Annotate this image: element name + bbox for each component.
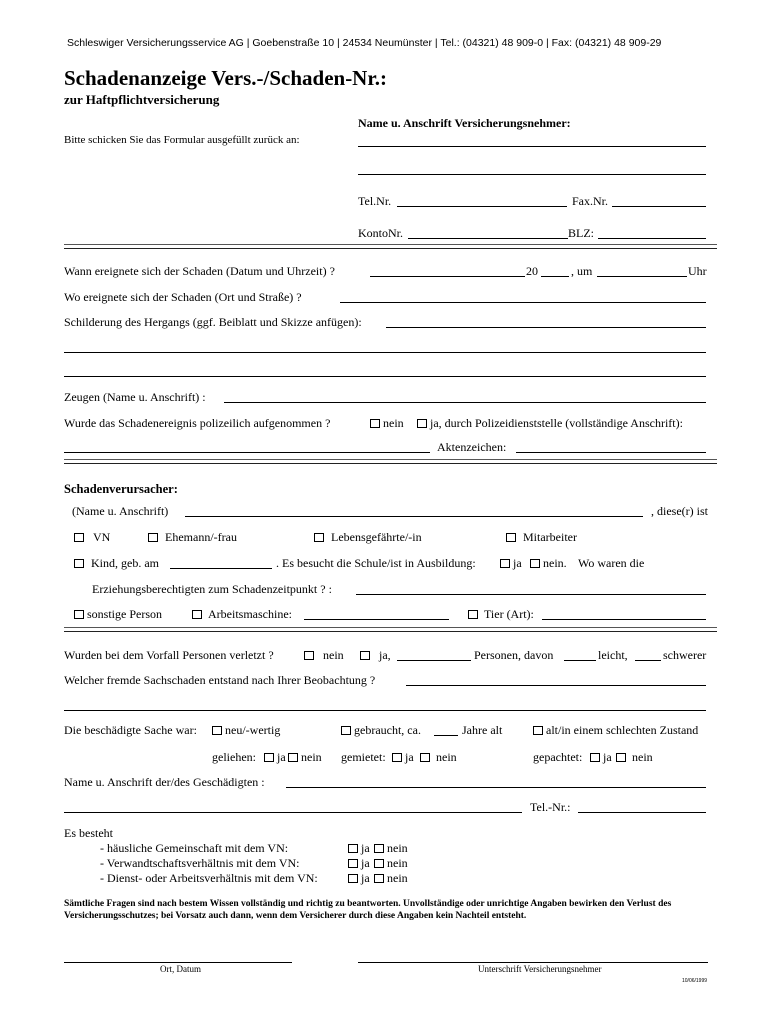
description-field-2[interactable] <box>64 352 706 353</box>
relations-heading: Es besteht <box>64 826 113 840</box>
school-label: . Es besucht die Schule/ist in Ausbildung: <box>276 556 476 570</box>
leased-label: gepachtet: <box>533 750 583 764</box>
file-number-field[interactable] <box>516 452 706 453</box>
causer-heading: Schadenverursacher: <box>64 482 178 496</box>
injured-tel-label: Tel.-Nr.: <box>530 800 571 814</box>
place-date-field[interactable] <box>64 962 292 963</box>
school-yes-option[interactable]: ja <box>500 556 522 571</box>
kinship-no-checkbox[interactable] <box>374 859 384 868</box>
persons-label: Personen, davon <box>474 648 554 662</box>
form-subtitle: zur Haftpflichtversicherung <box>64 92 220 107</box>
property-damage-field-1[interactable] <box>406 685 706 686</box>
guardians-label: Wo waren die <box>578 556 645 570</box>
opt-machine[interactable]: Arbeitsmaschine: <box>192 607 292 622</box>
relation-employment-label: - Dienst- oder Arbeitsverhältnis mit dem VN: <box>100 871 318 885</box>
causer-is-label: , diese(r) ist <box>651 504 708 518</box>
household-yes-checkbox[interactable] <box>348 844 358 853</box>
borrowed-no-option[interactable]: nein <box>288 750 322 765</box>
kinship-yes-checkbox[interactable] <box>348 859 358 868</box>
opt-partner[interactable]: Lebensgefährte/-in <box>314 530 422 545</box>
employee-checkbox[interactable] <box>506 533 516 542</box>
relation-kinship-label: - Verwandtschaftsverhältnis mit dem VN: <box>100 856 300 870</box>
school-yes-checkbox[interactable] <box>500 559 510 568</box>
year-field[interactable] <box>541 276 569 277</box>
years-old-label: Jahre alt <box>462 723 503 737</box>
police-label: Wurde das Schadenereignis polizeilich aufgenommen ? <box>64 416 331 430</box>
rented-no-option[interactable]: nein <box>420 750 457 765</box>
file-number-label: Aktenzeichen: <box>437 440 507 454</box>
leased-no-option[interactable]: nein <box>616 750 653 765</box>
company-header: Schleswiger Versicherungsservice AG | Goebenstraße 10 | 24534 Neumünster | Tel.: (04321) 48 909-0 | Fax: (04321) 48 909-29 <box>67 37 662 49</box>
signature-field[interactable] <box>358 962 708 963</box>
injury-no-option[interactable]: nein <box>304 648 344 663</box>
spouse-checkbox[interactable] <box>148 533 158 542</box>
household-no-checkbox[interactable] <box>374 844 384 853</box>
blz-label: BLZ: <box>568 226 594 240</box>
years-field[interactable] <box>434 735 458 736</box>
severe-count-field[interactable] <box>635 660 661 661</box>
police-yes-option[interactable]: ja, durch Polizeidienststelle (vollständige Anschrift): <box>417 416 683 431</box>
injury-no-checkbox[interactable] <box>304 651 314 660</box>
relation-household-no[interactable]: nein <box>374 841 408 856</box>
section-divider <box>64 459 717 464</box>
leased-no-checkbox[interactable] <box>616 753 626 762</box>
child-checkbox[interactable] <box>74 559 84 568</box>
injured-party-field-2[interactable] <box>64 812 522 813</box>
insured-name-field[interactable] <box>358 146 706 147</box>
school-no-checkbox[interactable] <box>530 559 540 568</box>
used-checkbox[interactable] <box>341 726 351 735</box>
witnesses-field[interactable] <box>224 402 706 403</box>
employment-no-checkbox[interactable] <box>374 874 384 883</box>
injured-party-field-1[interactable] <box>286 787 706 788</box>
section-divider <box>64 627 717 632</box>
insured-heading: Name u. Anschrift Versicherungsnehmer: <box>358 116 571 130</box>
when-label: Wann ereignete sich der Schaden (Datum und Uhrzeit) ? <box>64 264 335 278</box>
um-label: , um <box>571 264 593 278</box>
disclaimer: Sämtliche Fragen sind nach bestem Wissen vollständig und richtig zu beantworten. Unvollständige oder unrichtige Angaben bewirken den Verlust des Versicherungsschutzes; bei Vorsatz auch dann, wenn dem Versicherer durch diese Angaben kein Nachteil entsteht. <box>64 899 672 921</box>
new-option[interactable]: neu/-wertig <box>212 723 280 738</box>
tel-field[interactable] <box>397 206 567 207</box>
employment-yes-checkbox[interactable] <box>348 874 358 883</box>
light-label: leicht, <box>598 648 628 662</box>
fax-label: Fax.Nr. <box>572 194 608 208</box>
relation-kinship-yes[interactable]: ja <box>348 856 370 871</box>
injured-tel-field[interactable] <box>578 812 706 813</box>
section-divider <box>64 244 717 249</box>
signature-label: Unterschrift Versicherungsnehmer <box>478 964 602 974</box>
causer-name-label: (Name u. Anschrift) <box>72 504 169 518</box>
rented-yes-option[interactable]: ja <box>392 750 414 765</box>
form-code: 10/06/1999 <box>682 978 708 984</box>
rented-no-checkbox[interactable] <box>420 753 430 762</box>
form-title: Schadenanzeige Vers.-/Schaden-Nr.: <box>64 66 387 90</box>
partner-checkbox[interactable] <box>314 533 324 542</box>
child-birthdate-field[interactable] <box>170 568 272 569</box>
used-option[interactable]: gebraucht, ca. <box>341 723 421 738</box>
light-count-field[interactable] <box>564 660 596 661</box>
borrowed-yes-option[interactable]: ja <box>264 750 286 765</box>
police-station-field[interactable] <box>64 452 430 453</box>
return-note: Bitte schicken Sie das Formular ausgefüllt zurück an: <box>64 134 300 146</box>
relation-employment-yes[interactable]: ja <box>348 871 370 886</box>
severe-label: schwerer <box>663 648 707 662</box>
where-label: Wo ereignete sich der Schaden (Ort und Straße) ? <box>64 290 302 304</box>
school-no-option[interactable]: nein. <box>530 556 567 571</box>
new-checkbox[interactable] <box>212 726 222 735</box>
opt-vn[interactable]: VN <box>74 530 110 545</box>
injury-yes-option[interactable]: ja, <box>360 648 391 663</box>
description-label: Schilderung des Hergangs (ggf. Beiblatt und Skizze anfügen): <box>64 315 362 329</box>
animal-checkbox[interactable] <box>468 610 478 619</box>
police-no-checkbox[interactable] <box>370 419 380 428</box>
place-date-label: Ort, Datum <box>160 964 201 974</box>
opt-animal[interactable]: Tier (Art): <box>468 607 534 622</box>
borrowed-label: geliehen: <box>212 750 256 764</box>
animal-field[interactable] <box>542 619 706 620</box>
relation-kinship-no[interactable]: nein <box>374 856 408 871</box>
fax-field[interactable] <box>612 206 706 207</box>
persons-count-field[interactable] <box>397 660 471 661</box>
old-bad-checkbox[interactable] <box>533 726 543 735</box>
insured-address-field[interactable] <box>358 174 706 175</box>
relation-household-label: - häusliche Gemeinschaft mit dem VN: <box>100 841 289 855</box>
opt-spouse[interactable]: Ehemann/-frau <box>148 530 237 545</box>
description-field-3[interactable] <box>64 376 706 377</box>
witnesses-label: Zeugen (Name u. Anschrift) : <box>64 390 206 404</box>
old-bad-option[interactable]: alt/in einem schlechten Zustand <box>533 723 698 738</box>
time-field[interactable] <box>597 276 687 277</box>
date-field[interactable] <box>370 276 525 277</box>
opt-other-person[interactable]: sonstige Person <box>74 607 162 622</box>
leased-yes-option[interactable]: ja <box>590 750 612 765</box>
property-damage-label: Welcher fremde Sachschaden entstand nach Ihrer Beobachtung ? <box>64 673 376 687</box>
opt-employee[interactable]: Mitarbeiter <box>506 530 577 545</box>
other-person-checkbox[interactable] <box>74 610 84 619</box>
opt-child[interactable]: Kind, geb. am <box>74 556 159 571</box>
machine-checkbox[interactable] <box>192 610 202 619</box>
property-damage-field-2[interactable] <box>64 710 706 711</box>
konto-label: KontoNr. <box>358 226 403 240</box>
relation-employment-no[interactable]: nein <box>374 871 408 886</box>
police-no-option[interactable]: nein <box>370 416 404 431</box>
vn-checkbox[interactable] <box>74 533 84 542</box>
borrowed-no-checkbox[interactable] <box>288 753 298 762</box>
uhr-label: Uhr <box>688 264 707 278</box>
police-yes-checkbox[interactable] <box>417 419 427 428</box>
konto-field[interactable] <box>408 238 568 239</box>
tel-label: Tel.Nr. <box>358 194 392 208</box>
injury-yes-checkbox[interactable] <box>360 651 370 660</box>
relation-household-yes[interactable]: ja <box>348 841 370 856</box>
where-field[interactable] <box>340 302 706 303</box>
guardians-field[interactable] <box>356 594 706 595</box>
blz-field[interactable] <box>598 238 706 239</box>
leased-yes-checkbox[interactable] <box>590 753 600 762</box>
description-field-1[interactable] <box>386 327 706 328</box>
machine-field[interactable] <box>304 619 449 620</box>
causer-name-field[interactable] <box>185 516 643 517</box>
borrowed-yes-checkbox[interactable] <box>264 753 274 762</box>
guardians-label-2: Erziehungsberechtigten zum Schadenzeitpunkt ? : <box>92 582 332 596</box>
injury-label: Wurden bei dem Vorfall Personen verletzt ? <box>64 648 274 662</box>
rented-label: gemietet: <box>341 750 386 764</box>
rented-yes-checkbox[interactable] <box>392 753 402 762</box>
damaged-item-label: Die beschädigte Sache war: <box>64 723 197 737</box>
year-prefix: 20 <box>526 264 538 278</box>
injured-party-label: Name u. Anschrift der/des Geschädigten : <box>64 775 265 789</box>
